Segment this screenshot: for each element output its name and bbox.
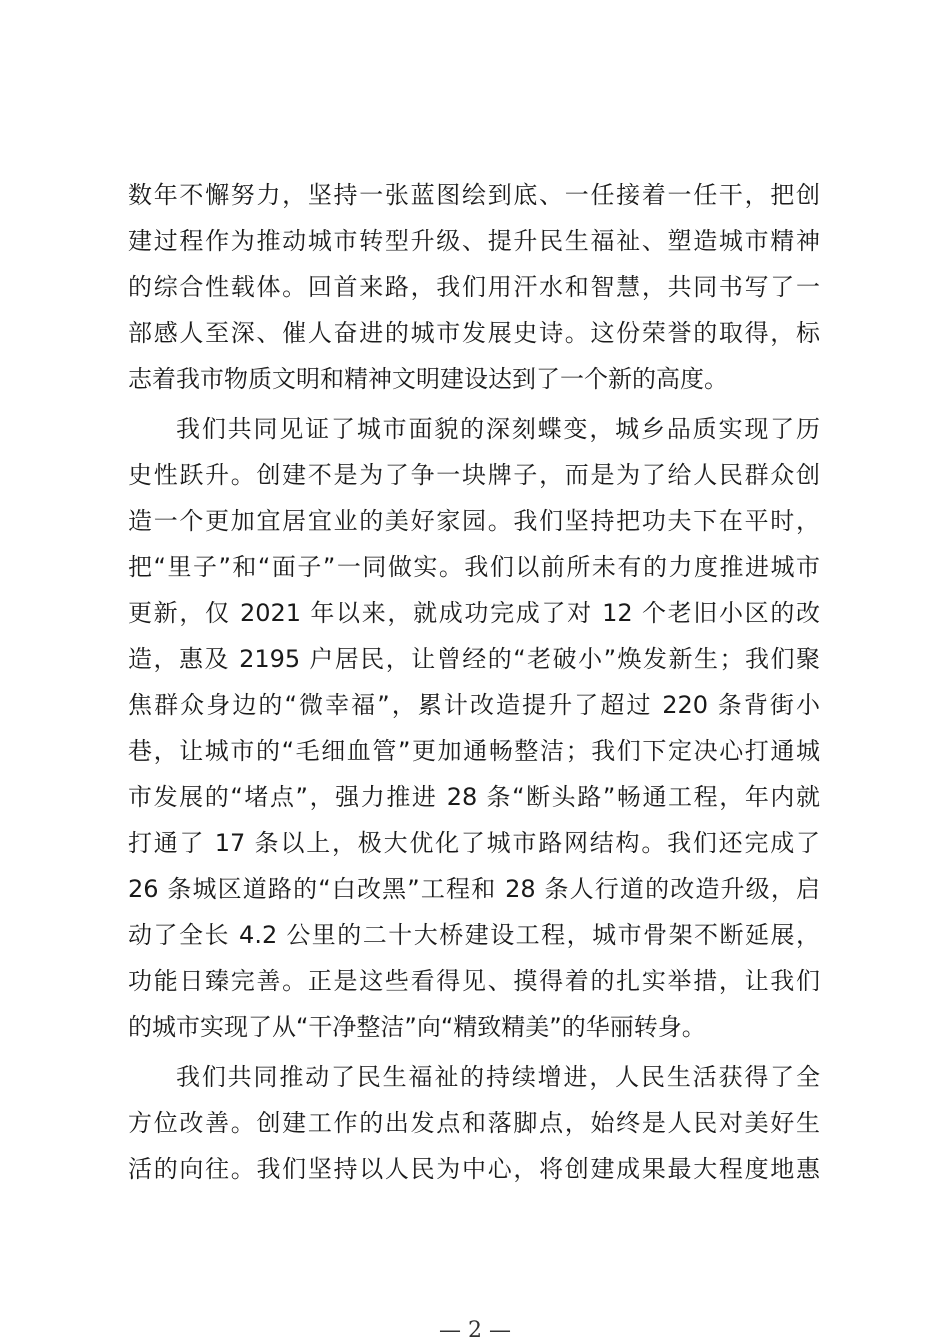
text-line: 造，惠及 2195 户居民，让曾经的“老破小”焕发新生；我们聚 — [128, 645, 820, 673]
text-line: 的综合性载体。回首来路，我们用汗水和智慧，共同书写了一 — [128, 273, 820, 301]
text-line: 功能日臻完善。正是这些看得见、摸得着的扎实举措，让我们 — [128, 967, 820, 995]
page-number: — 2 — — [439, 1318, 511, 1343]
text-line: 焦群众身边的“微幸福”，累计改造提升了超过 220 条背街小 — [128, 691, 820, 719]
text-line: 建过程作为推动城市转型升级、提升民生福祉、塑造城市精神 — [128, 227, 820, 255]
paragraph-2 — [128, 406, 820, 1050]
text-line: 巷，让城市的“毛细血管”更加通畅整洁；我们下定决心打通城 — [128, 737, 820, 765]
text-line: 方位改善。创建工作的出发点和落脚点，始终是人民对美好生 — [128, 1109, 820, 1137]
text-line: 活的向往。我们坚持以人民为中心，将创建成果最大程度地惠 — [128, 1155, 820, 1183]
body-text — [128, 172, 820, 1196]
text-line: 我们共同见证了城市面貌的深刻蝶变，城乡品质实现了历 — [176, 415, 820, 443]
text-line: 造一个更加宜居宜业的美好家园。我们坚持把功夫下在平时， — [128, 507, 820, 535]
paragraph-1 — [128, 172, 820, 402]
text-line: 志着我市物质文明和精神文明建设达到了一个新的高度。 — [128, 365, 728, 393]
text-line: 把“里子”和“面子”一同做实。我们以前所未有的力度推进城市 — [128, 553, 820, 581]
paragraph-3 — [128, 1054, 820, 1192]
text-line: 动了全长 4.2 公里的二十大桥建设工程，城市骨架不断延展， — [128, 921, 820, 949]
text-line: 更新，仅 2021 年以来，就成功完成了对 12 个老旧小区的改 — [128, 599, 820, 627]
text-line: 打通了 17 条以上，极大优化了城市路网结构。我们还完成了 — [128, 829, 820, 857]
text-line: 史性跃升。创建不是为了争一块牌子，而是为了给人民群众创 — [128, 461, 820, 489]
text-line: 我们共同推动了民生福祉的持续增进，人民生活获得了全 — [176, 1063, 820, 1091]
text-line: 26 条城区道路的“白改黑”工程和 28 条人行道的改造升级，启 — [128, 875, 820, 903]
text-line: 部感人至深、催人奋进的城市发展史诗。这份荣誉的取得，标 — [128, 319, 820, 347]
text-line: 数年不懈努力，坚持一张蓝图绘到底、一任接着一任干，把创 — [128, 181, 820, 209]
text-line: 市发展的“堵点”，强力推进 28 条“断头路”畅通工程，年内就 — [128, 783, 820, 811]
text-line: 的城市实现了从“干净整洁”向“精致精美”的华丽转身。 — [128, 1013, 706, 1041]
